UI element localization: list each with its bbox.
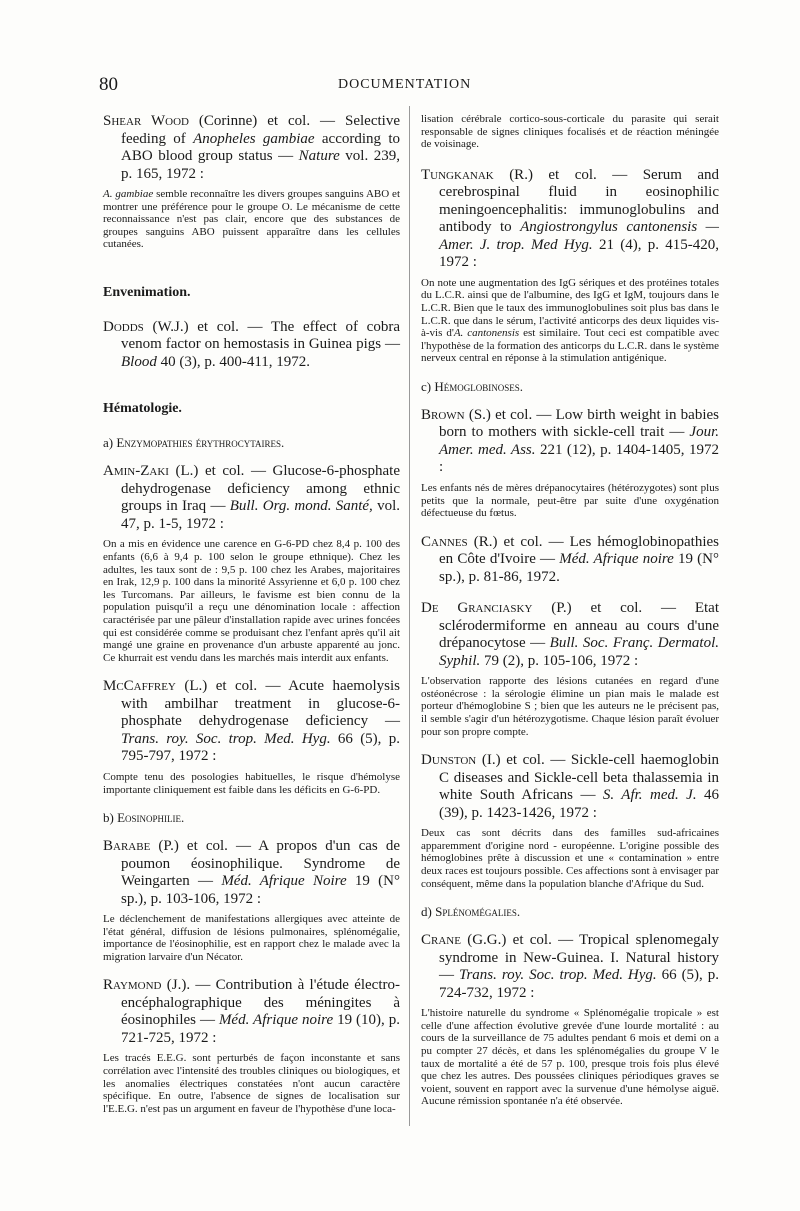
summary: Compte tenu des posologies habituelles, le risque d'hémolyse importante cliniquement est faible dans les déficits en G-6-PD. <box>103 770 400 796</box>
author: De Granciasky <box>421 600 533 617</box>
subsection-b <box>103 810 400 826</box>
citation <box>421 407 719 477</box>
summary <box>421 277 719 365</box>
citation-ref: 40 (3), p. 400-411, 1972. <box>156 353 311 370</box>
summary-text: est similaire. Tout ceci est compatible avec l'hypothèse de la formation des anticorps du L.C.R. dans le système nerveux central en réponse à la stimulation antigénique. <box>421 327 720 365</box>
summary: Les enfants nés de mères drépanocytaires (hétérozygotes) sont plus petits que la normale, peut-être par suite d'une oxygénation défectueuse du fœtus. <box>421 481 719 520</box>
right-column <box>421 113 719 1122</box>
author: Barabe <box>103 838 151 855</box>
citation-text: (G.G.) et col. — Tropical splenomegaly syndrome in New-Guinea. I. Natural history — <box>439 932 719 984</box>
entry-mccaffrey <box>103 678 400 796</box>
citation-text: (L.) et col. — Acute haemolysis with ambilhar treatment in glucose-6-phosphate dehydrogenase deficiency — <box>121 678 400 730</box>
citation <box>103 463 400 533</box>
citation-text: according to ABO blood group status — <box>121 130 400 164</box>
author: McCaffrey <box>103 678 176 695</box>
citation-text: (W.J.) et col. — The effect of cobra venom factor on hemostasis in Guinea pigs — <box>121 318 400 353</box>
summary <box>103 188 400 251</box>
journal-name: Bull. Soc. Franç. Dermatol. Syphil. <box>439 635 719 669</box>
subsection-title: Eosinophilie. <box>117 810 185 826</box>
author: Crane <box>421 932 461 949</box>
summary: Les tracés E.E.G. sont perturbés de façon inconstante et sans corrélation avec l'intensité des troubles cliniques ou biologiques, et les anomalies électriques constatées n'ont aucun caractère spécifique. En outre, l'absence de signes de localisation sur l'E.E.G. n'est pas un argument en faveur de l'hypothèse d'une loca- <box>103 1052 400 1115</box>
citation-ref: vol. 47, p. 1-5, 1972 : <box>121 498 400 532</box>
citation-text: (S.) et col. — Low birth weight in babies born to mothers with sickle-cell trait — <box>439 406 719 441</box>
subsection-c <box>421 379 719 395</box>
journal-name: S. Afr. med. J. <box>602 787 697 804</box>
journal-name: Trans. roy. Soc. trop. Med. Hyg. <box>458 967 657 984</box>
citation-text: (I.) et col. — Sickle-cell haemoglobin C diseases and Sickle-cell beta thalassemia in white South Africans — <box>439 752 719 804</box>
citation-ref: 46 (39), p. 1423-1426, 1972 : <box>439 787 720 821</box>
subsection-prefix: a) <box>103 435 117 451</box>
summary-italic: A. cantonensis <box>453 327 520 340</box>
entry-amin-zaki <box>103 463 400 664</box>
citation-ref: 79 (2), p. 105-106, 1972 : <box>480 652 639 669</box>
citation <box>421 752 719 822</box>
citation <box>421 534 719 587</box>
summary-text: semble reconnaître les divers groupes sanguins ABO et montrer une préférence pour le groupe O. Le mécanisme de cette reconnaissance n'est pas clair, encore que des substances de groupes sanguins ABO puissent apparaître dans les cellules cutanées. <box>103 188 400 251</box>
citation <box>103 977 400 1047</box>
journal-name: Méd. Afrique noire <box>218 1012 334 1029</box>
citation-text: (P.) et col. — A propos d'un cas de poumon éosinophilique. Syndrome de Weingarten — <box>121 838 400 890</box>
journal-name: Méd. Afrique noire <box>559 551 674 568</box>
citation <box>103 678 400 766</box>
author: Raymond <box>103 977 162 994</box>
entry-tungkanak <box>421 167 719 365</box>
author: Brown <box>421 406 465 423</box>
entry-shear-wood <box>103 113 400 251</box>
running-head: DOCUMENTATION <box>338 77 472 92</box>
summary: L'histoire naturelle du syndrome « Splénomégalie tropicale » est celle d'une affection évolutive grevée d'une lourde mortalité : au cours de la surveillance de 75 adultes pendant 6 mois et demi on a pu compter 27 décès, et dans les splénomégalies du groupe V le taux de mortalité a été de 57 p. 100, presque trois fois plus élevé que chez les autres. Des poussées cliniques périodiques graves se voient, souvent en rapport avec la survenue d'une hémolyse aiguë. Aucune rémission spontanée n'a été observée. <box>421 1007 719 1108</box>
author: Shear Wood <box>103 113 189 129</box>
citation <box>421 600 719 670</box>
author: Dunston <box>421 752 477 769</box>
subsection-title: Hémoglobinoses. <box>434 378 524 394</box>
citation <box>103 319 400 372</box>
entry-de-granciasky <box>421 600 719 738</box>
author: Dodds <box>103 318 144 335</box>
citation-ref: 19 (10), p. 721-725, 1972 : <box>121 1012 400 1046</box>
citation <box>421 167 719 272</box>
left-column <box>103 113 400 1129</box>
citation-text: (L.) et col. — Glucose-6-phosphate dehydrogenase deficiency among ethnic groups in Iraq — <box>121 463 400 515</box>
citation-text: (P.) et col. — Etat sclérodermiforme en anneau au cours d'une drépanocytose — <box>439 600 719 652</box>
citation-text: (Corinne) et col. — Selective feeding of <box>121 113 400 147</box>
journal-name: Jour. Amer. med. Ass. <box>439 424 719 458</box>
summary: On a mis en évidence une carence en G-6-PD chez 8,4 p. 100 des enfants (6,6 à 9,4 p. 100 selon le groupe ethnique). Chez les adultes, les taux sont de : 9,5 p. 100 chez les Arabes, majoritaires en Irak, 12,9 p. 100 dans la minorité Assyrienne et 6,0 p. 100 chez les Turcomans. Par ailleurs, le favisme est bien connu de la population puisqu'il a reçu une dénomination locale : affection caractérisée par une pâleur d'installation rapide avec urines foncées qui est considérée comme se produisant chez l'enfant après qu'il ait mangé une graine en provenance d'un arbuste apparenté au jonc. Ce khurrait est vendu dans les marchés mais interdit aux enfants. <box>103 538 400 664</box>
summary: Deux cas sont décrits dans des familles sud-africaines apparemment d'origine nord - européenne. L'origine possible des hémoglobines prête à discussion et une « contamination » entre deux races est toujours possible. Ces affections sont à envisager par conséquent, même dans la population blanche d'Afrique du Sud. <box>421 827 719 890</box>
author: Tungkanak <box>421 166 494 183</box>
subsection-a <box>103 435 400 451</box>
summary-text: On note une augmentation des IgG sériques et des protéines totales du L.C.R. ainsi que de l'albumine, des IgG et IgM, toujours dans le L.C.R. Bien que le taux des immunoglobulines soit plus bas dans le L.C.R. que dans le sérum, l'activité anticorps des deux liquides vis-à-vis d' <box>421 276 719 340</box>
entry-dodds <box>103 319 400 372</box>
journal-name: Bull. Org. mond. Santé, <box>229 498 373 515</box>
section-title-envenimation: Envenimation. <box>103 284 191 300</box>
subsection-prefix: b) <box>103 810 118 826</box>
summary: Le déclenchement de manifestations allergiques avec atteinte de l'état général, diffusion de lésions pulmonaires, splénomégalie, importance de l'éosinophilie, est en rapport chez le malade avec la migration larvaire d'un Nécator. <box>103 913 400 963</box>
journal-name: Nature <box>298 148 340 164</box>
entry-continuation <box>421 113 719 151</box>
citation-ref: 19 (N° sp.), p. 103-106, 1972 : <box>121 873 400 907</box>
subsection-d <box>421 904 719 920</box>
section-title-hematologie: Hématologie. <box>103 401 182 417</box>
page-number: 80 <box>99 74 118 95</box>
citation-ref: 21 (4), p. 415-420, 1972 : <box>439 236 719 271</box>
entry-barabe <box>103 838 400 963</box>
entry-raymond <box>103 977 400 1115</box>
subsection-title: Splénomégalies. <box>435 904 521 920</box>
summary-italic: A. gambiae <box>103 188 154 200</box>
citation-ref: 66 (5), p. 724-732, 1972 : <box>439 967 719 1001</box>
citation-text: (R.) et col. — Les hémoglobinopathies en Côte d'Ivoire — <box>439 533 719 568</box>
citation-ref: 66 (5), p. 795-797, 1972 : <box>121 730 400 765</box>
citation <box>103 838 400 908</box>
author: Cannes <box>421 533 468 550</box>
entry-crane <box>421 932 719 1108</box>
summary: L'observation rapporte des lésions cutanées en regard d'une ostéonécrose : la sérologie élimine un pian mais le malade est porteur d'hémoglobine S ; bien que les auteurs ne le précisent pas, il semble s'agir d'un hétérozygotisme. Chaque lésion paraît évoluer pour son propre compte. <box>421 675 719 738</box>
citation-ref: 221 (12), p. 1404-1405, 1972 : <box>439 441 719 476</box>
column-divider <box>409 106 410 1126</box>
subsection-prefix: c) <box>421 378 435 394</box>
author: Amin-Zaki <box>103 463 169 480</box>
subsection-title: Enzymopathies érythrocytaires. <box>116 435 285 451</box>
journal-name: Angiostrongylus cantonensis — Amer. J. trop. Med Hyg. <box>439 219 719 253</box>
entry-brown <box>421 407 719 520</box>
citation-ref: 19 (N° sp.), p. 81-86, 1972. <box>439 551 719 585</box>
journal-name: Blood <box>121 353 157 370</box>
entry-cannes <box>421 534 719 587</box>
journal-name: Méd. Afrique Noire <box>221 873 347 890</box>
subsection-prefix: d) <box>421 904 436 920</box>
entry-dunston <box>421 752 719 890</box>
summary-continued: lisation cérébrale cortico-sous-corticale du parasite qui serait responsable de signes cliniques focalisés et de réaction méningée de voisinage. <box>421 113 719 151</box>
citation-text: (J.). — Contribution à l'étude électro-encéphalographique des méningites à éosinophiles — <box>121 977 400 1029</box>
citation <box>103 113 400 183</box>
citation-italic: Anopheles gambiae <box>193 130 315 147</box>
citation-ref: vol. 239, p. 165, 1972 : <box>121 148 401 182</box>
journal-name: Trans. roy. Soc. trop. Med. Hyg. <box>121 730 331 747</box>
citation <box>421 932 719 1002</box>
citation-text: (R.) et col. — Serum and cerebrospinal fluid in eosinophilic meningoencephalitis: immunoglobulins and antibody to <box>439 166 719 236</box>
